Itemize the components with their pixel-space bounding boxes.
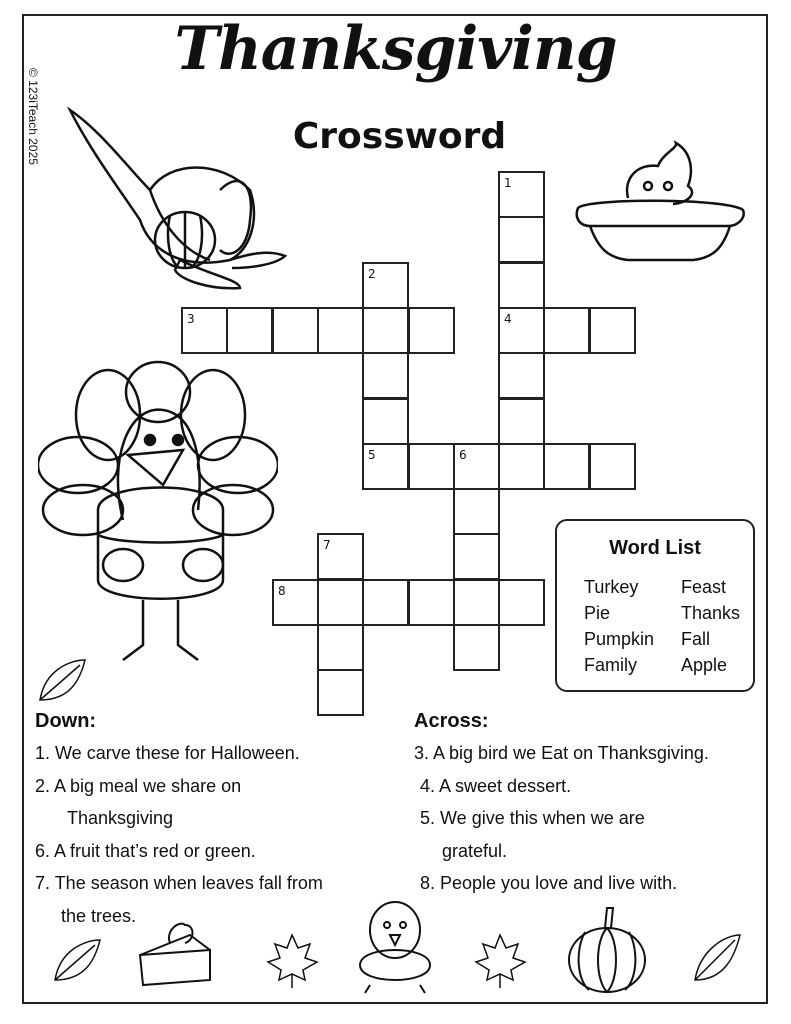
word-list-item: Fall — [681, 629, 711, 649]
down-clue-6: 6. A fruit that’s red or green. — [35, 840, 256, 861]
word-list-item: Family — [584, 655, 637, 675]
crossword-cell[interactable] — [543, 443, 590, 490]
maple-leaf-icon — [265, 930, 320, 990]
across-clue-3: 3. A big bird we Eat on Thanksgiving. — [414, 743, 709, 763]
pumpkin-icon — [565, 900, 650, 995]
word-list-item: Feast — [681, 577, 727, 597]
clue-number: 4 — [504, 312, 512, 326]
word-list-item: Pie — [584, 603, 611, 623]
crossword-cell[interactable] — [453, 488, 500, 535]
crossword-cell[interactable] — [317, 624, 364, 671]
crossword-cell[interactable] — [362, 307, 409, 354]
cornucopia-illustration — [60, 100, 295, 295]
crossword-cell[interactable] — [453, 624, 500, 671]
pie-slice-icon — [135, 915, 215, 990]
baby-turkey-icon — [350, 895, 440, 995]
crossword-cell[interactable] — [317, 669, 364, 716]
crossword-cell[interactable] — [498, 352, 545, 399]
crossword-cell[interactable] — [408, 579, 455, 626]
crossword-cell[interactable] — [453, 579, 500, 626]
crossword-cell[interactable] — [362, 443, 409, 490]
crossword-cell[interactable] — [498, 579, 545, 626]
clue-number: 7 — [323, 538, 331, 552]
maple-leaf-icon — [473, 930, 528, 990]
crossword-cell[interactable] — [498, 262, 545, 309]
across-clue-5-cont: grateful. — [442, 840, 508, 861]
down-clues — [35, 707, 323, 932]
crossword-cell[interactable] — [226, 307, 273, 354]
crossword-cell[interactable] — [272, 307, 319, 354]
down-clue-1: 1. We carve these for Halloween. — [35, 743, 300, 763]
leaf-icon — [35, 655, 90, 705]
across-clues — [414, 707, 709, 900]
word-list-title: Word List — [609, 537, 701, 559]
word-list-box — [555, 519, 755, 692]
down-clue-7: 7. The season when leaves fall from — [35, 873, 323, 893]
turkey-illustration — [38, 360, 278, 670]
clue-number: 2 — [368, 267, 376, 281]
across-clue-8: 8. People you love and live with. — [420, 873, 678, 893]
crossword-cell[interactable] — [181, 307, 228, 354]
crossword-cell[interactable] — [408, 307, 455, 354]
crossword-cell[interactable] — [453, 533, 500, 580]
across-clue-5: 5. We give this when we are — [420, 808, 645, 828]
crossword-cell[interactable] — [498, 398, 545, 445]
crossword-cell[interactable] — [362, 579, 409, 626]
clue-number: 8 — [278, 584, 286, 598]
word-list-item: Apple — [681, 655, 728, 675]
word-list-item: Thanks — [681, 603, 741, 623]
crossword-cell[interactable] — [498, 216, 545, 263]
crossword-cell[interactable] — [272, 579, 319, 626]
word-list-item: Pumpkin — [584, 629, 655, 649]
leaf-icon — [690, 930, 745, 985]
crossword-cell[interactable] — [498, 443, 545, 490]
clue-number: 6 — [459, 448, 467, 462]
crossword-cell[interactable] — [589, 307, 636, 354]
clue-number: 3 — [187, 312, 195, 326]
clue-number: 1 — [504, 176, 512, 190]
crossword-cell[interactable] — [317, 307, 364, 354]
crossword-cell[interactable] — [498, 171, 545, 218]
across-clue-4: 4. A sweet dessert. — [420, 775, 572, 796]
clue-number: 5 — [368, 448, 376, 462]
word-list-item: Turkey — [584, 577, 639, 597]
leaf-icon — [50, 935, 105, 985]
crossword-cell[interactable] — [317, 533, 364, 580]
down-clue-2-cont: Thanksgiving — [67, 808, 174, 828]
page-title: Thanksgiving — [174, 14, 617, 84]
page-subtitle: Crossword — [292, 116, 507, 157]
copyright: © 123iTeach 2025 — [26, 68, 40, 165]
across-heading: Across: — [414, 710, 489, 732]
down-clue-7-cont: the trees. — [61, 905, 137, 926]
crossword-cell[interactable] — [453, 443, 500, 490]
crossword-cell[interactable] — [498, 307, 545, 354]
crossword-cell[interactable] — [362, 262, 409, 309]
down-heading: Down: — [35, 710, 97, 732]
crossword-cell[interactable] — [362, 398, 409, 445]
crossword-cell[interactable] — [408, 443, 455, 490]
crossword-cell[interactable] — [589, 443, 636, 490]
crossword-cell[interactable] — [543, 307, 590, 354]
crossword-cell[interactable] — [317, 579, 364, 626]
down-clue-2: 2. A big meal we share on — [35, 775, 242, 796]
crossword-cell[interactable] — [362, 352, 409, 399]
pie-illustration — [568, 138, 750, 268]
